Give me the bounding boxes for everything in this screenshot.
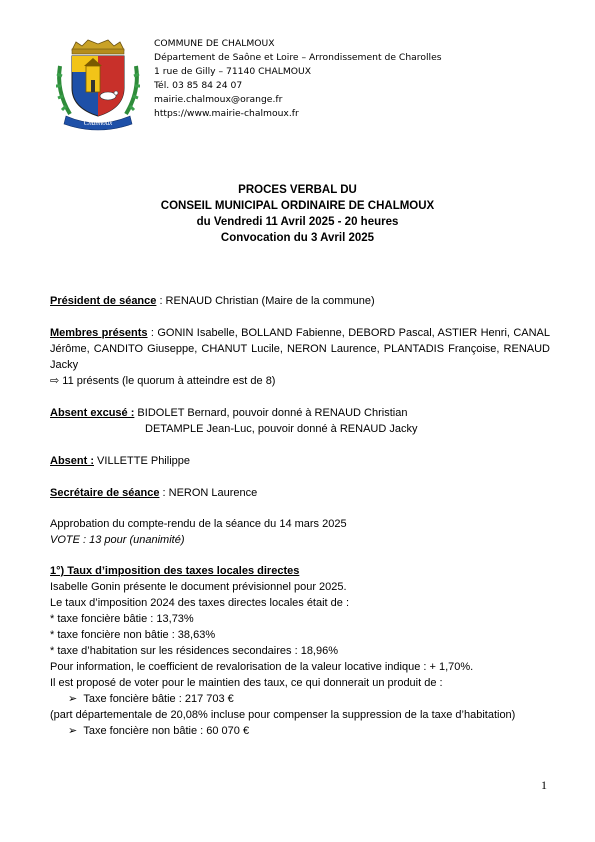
members-value: : GONIN Isabelle, BOLLAND Fabienne, DEBORD Pascal, ASTIER Henri, CANAL Jérôme, CANDITO Giuseppe, CHANUT Lucile, NERON Laurence, PLANTADIS Françoise, RENAUD Jacky (50, 327, 551, 371)
section-1-line: Isabelle Gonin présente le document prévisionnel pour 2025. (50, 581, 347, 593)
absent-excuse-line-2: DETAMPLE Jean-Luc, pouvoir donné à RENAUD Jacky (145, 423, 418, 435)
section-1-line: Le taux d’imposition 2024 des taxes directes locales était de : (50, 597, 350, 609)
absent-excuse-paragraph (50, 405, 550, 421)
header-email[interactable]: mairie.chalmoux@orange.fr (154, 94, 283, 105)
president-label: Président de séance (50, 295, 157, 307)
members-paragraph (50, 325, 550, 373)
section-1-line: * taxe foncière bâtie : 13,73% (50, 613, 194, 625)
president-value: : RENAUD Christian (Maire de la commune) (156, 295, 375, 307)
bullet-2-text: Taxe foncière non bâtie : 60 070 € (83, 725, 250, 737)
secretary-value: : NERON Laurence (159, 487, 258, 499)
header-address: 1 rue de Gilly – 71140 CHALMOUX (154, 66, 312, 77)
members-count-text: 11 présents (le quorum à atteindre est de 8) (59, 375, 276, 387)
header-phone: Tél. 03 85 84 24 07 (154, 80, 243, 91)
secretary-label: Secrétaire de séance (50, 487, 160, 499)
commune-crest-logo (50, 36, 146, 132)
absent-label: Absent : (50, 455, 94, 467)
title-line-2: CONSEIL MUNICIPAL ORDINAIRE DE CHALMOUX (160, 200, 435, 212)
header-commune-name: COMMUNE DE CHALMOUX (154, 38, 275, 49)
title-line-1: PROCES VERBAL DU (238, 184, 357, 196)
absent-paragraph (50, 453, 550, 469)
bullet-1-text: Taxe foncière bâtie : 217 703 € (83, 693, 234, 705)
section-1-note: (part départementale de 20,08% incluse pour compenser la suppression de la taxe d’habitation) (50, 709, 516, 721)
members-label: Membres présents (50, 327, 148, 339)
bullet-item (50, 723, 550, 739)
section-1-line: Pour information, le coefficient de revalorisation de la valeur locative indique : + 1,70%. (50, 661, 474, 673)
page-number: 1 (541, 778, 547, 792)
document-title (0, 182, 595, 246)
title-line-4: Convocation du 3 Avril 2025 (220, 232, 375, 244)
absent-value: VILLETTE Philippe (94, 455, 190, 467)
secretary-paragraph (50, 485, 550, 501)
commune-header (154, 37, 442, 121)
section-1-heading: 1°) Taux d’imposition des taxes locales directes (50, 565, 300, 577)
header-website[interactable]: https://www.mairie-chalmoux.fr (154, 108, 299, 119)
president-paragraph (50, 293, 550, 309)
section-1-line: * taxe foncière non bâtie : 38,63% (50, 629, 216, 641)
section-1-line: Il est proposé de voter pour le maintien des taux, ce qui donnerait un produit de : (50, 677, 443, 689)
section-1-content (50, 579, 550, 739)
bullet-arrow-icon: ➢ (68, 725, 78, 737)
absent-excuse-label: Absent excusé : (50, 407, 135, 419)
header-department: Département de Saône et Loire – Arrondissement de Charolles (154, 52, 442, 63)
section-1-heading-row (50, 563, 550, 579)
bullet-arrow-icon: ➢ (68, 693, 78, 705)
section-1-line: * taxe d’habitation sur les résidences secondaires : 18,96% (50, 645, 339, 657)
bullet-item (50, 691, 550, 707)
members-count (50, 373, 550, 389)
arrow-right-icon: ⇨ (50, 375, 60, 387)
crest-ribbon-text: Chalmoux (83, 119, 113, 127)
absent-excuse-line-1: BIDOLET Bernard, pouvoir donné à RENAUD Christian (134, 407, 408, 419)
approval-vote: VOTE : 13 pour (unanimité) (50, 534, 185, 546)
title-line-3: du Vendredi 11 Avril 2025 - 20 heures (196, 216, 399, 228)
approval-text: Approbation du compte-rendu de la séance du 14 mars 2025 (50, 518, 347, 530)
